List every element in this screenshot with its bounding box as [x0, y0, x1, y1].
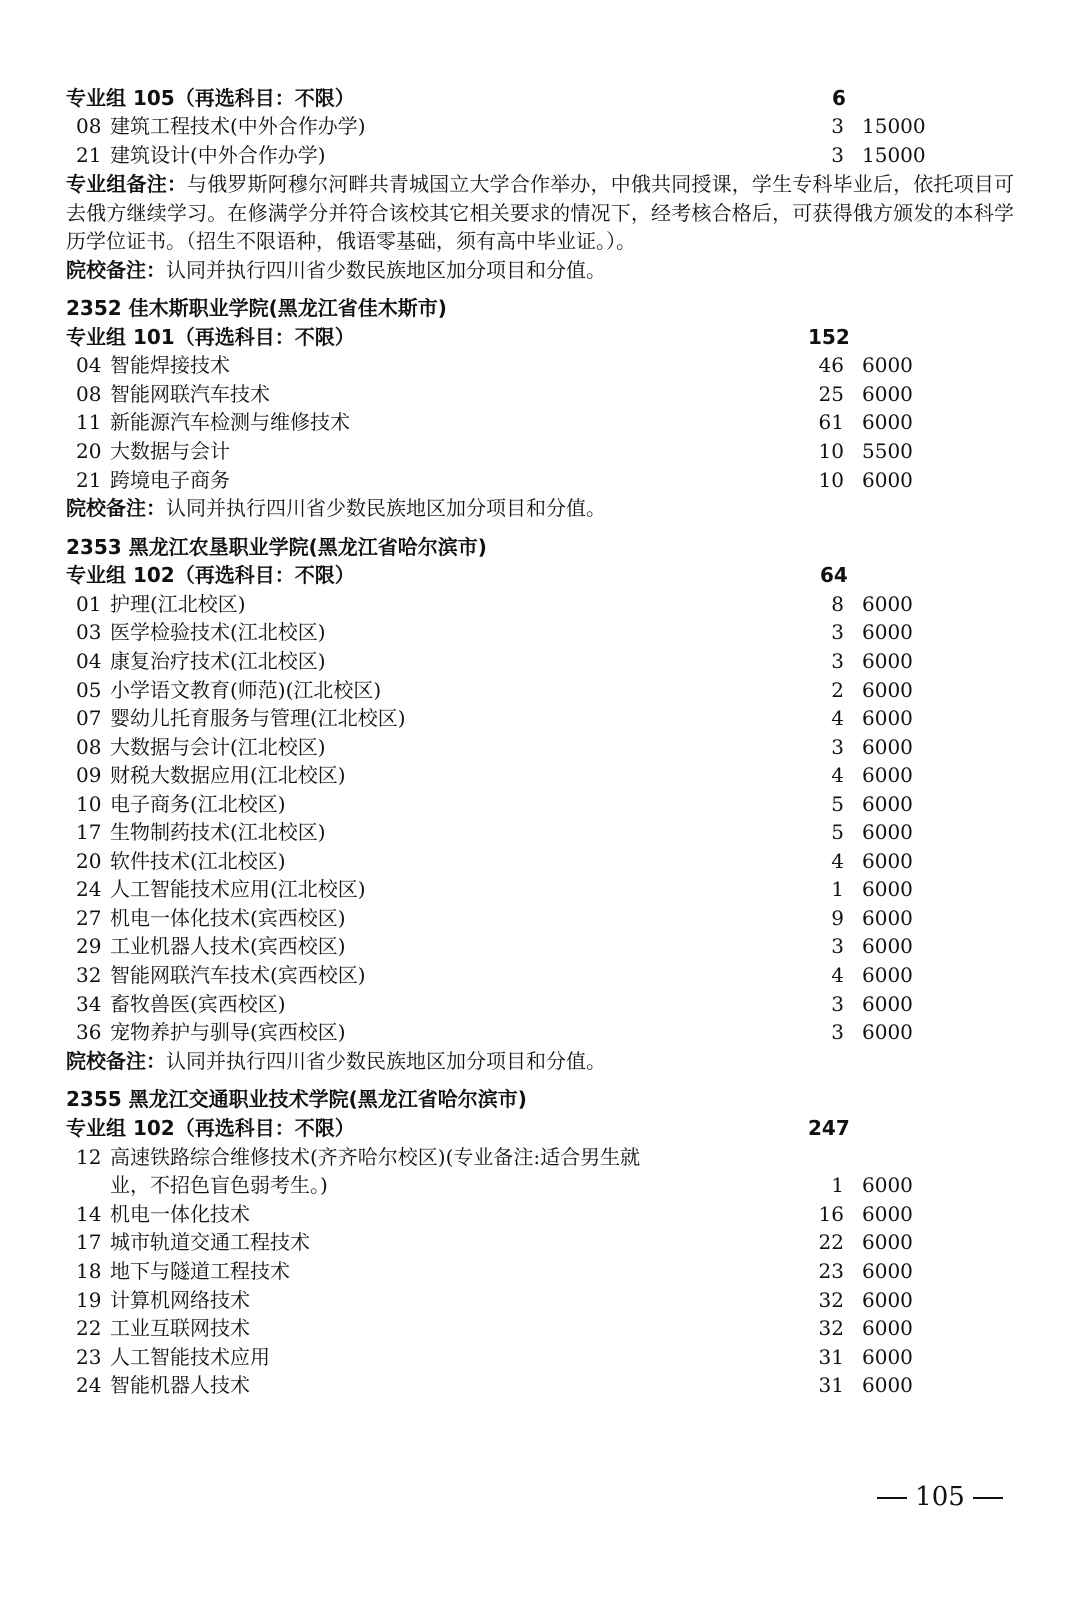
major-name: 人工智能技术应用(江北校区) — [110, 877, 366, 901]
major-count: 46 — [818, 353, 844, 377]
major-row — [0, 1371, 1080, 1400]
major-row — [0, 1257, 1080, 1286]
major-row — [0, 990, 1080, 1019]
major-fee: 6000 — [862, 1288, 913, 1312]
major-count: 31 — [818, 1373, 844, 1397]
major-name: 地下与隧道工程技术 — [110, 1259, 290, 1283]
major-row — [0, 790, 1080, 819]
major-code: 19 — [76, 1288, 102, 1312]
major-fee: 5500 — [862, 439, 913, 463]
major-count: 3 — [831, 649, 844, 673]
major-row — [0, 380, 1080, 409]
major-count: 5 — [831, 820, 844, 844]
major-name-continued: 业，不招色盲色弱考生。) — [110, 1173, 328, 1197]
major-name: 人工智能技术应用 — [110, 1345, 270, 1369]
school-title: 2353 黑龙江农垦职业学院(黑龙江省哈尔滨市) — [66, 535, 487, 559]
school-note-text: 认同并执行四川省少数民族地区加分项目和分值。 — [166, 496, 606, 520]
major-count: 61 — [818, 410, 844, 434]
major-code: 36 — [76, 1020, 102, 1044]
major-count: 10 — [818, 439, 844, 463]
major-code: 34 — [76, 992, 102, 1016]
school-note-text: 认同并执行四川省少数民族地区加分项目和分值。 — [166, 1049, 606, 1073]
group-header — [0, 1114, 1080, 1143]
group-label: 专业组 105（再选科目：不限） — [66, 86, 355, 110]
major-name: 护理(江北校区) — [110, 592, 246, 616]
major-fee: 6000 — [862, 849, 913, 873]
major-count: 4 — [831, 706, 844, 730]
group-label: 专业组 102（再选科目：不限） — [66, 1116, 355, 1140]
major-code: 18 — [76, 1259, 102, 1283]
major-name: 智能机器人技术 — [110, 1373, 250, 1397]
major-name: 机电一体化技术(宾西校区) — [110, 906, 346, 930]
major-fee: 6000 — [862, 1373, 913, 1397]
major-code: 11 — [76, 410, 102, 434]
group-total: 247 — [808, 1116, 850, 1140]
major-fee: 6000 — [862, 649, 913, 673]
major-count: 3 — [831, 934, 844, 958]
major-row — [0, 112, 1080, 141]
major-fee: 15000 — [862, 114, 926, 138]
major-code: 29 — [76, 934, 102, 958]
major-count: 32 — [818, 1288, 844, 1312]
major-fee: 6000 — [862, 1316, 913, 1340]
major-fee: 6000 — [862, 382, 913, 406]
major-code: 21 — [76, 143, 102, 167]
major-name: 婴幼儿托育服务与管理(江北校区) — [110, 706, 406, 730]
major-code: 24 — [76, 1373, 102, 1397]
major-code: 22 — [76, 1316, 102, 1340]
major-count: 9 — [831, 906, 844, 930]
major-name: 软件技术(江北校区) — [110, 849, 286, 873]
major-row — [0, 1200, 1080, 1229]
major-code: 17 — [76, 820, 102, 844]
major-code: 08 — [76, 382, 102, 406]
major-row — [0, 818, 1080, 847]
major-code: 04 — [76, 649, 102, 673]
page-number-text: 105 — [915, 1482, 965, 1512]
major-name: 智能网联汽车技术 — [110, 382, 270, 406]
major-fee: 6000 — [862, 992, 913, 1016]
major-name: 高速铁路综合维修技术(齐齐哈尔校区)(专业备注:适合男生就 — [110, 1145, 641, 1169]
major-row — [0, 733, 1080, 762]
major-count: 22 — [818, 1230, 844, 1254]
major-code: 05 — [76, 678, 102, 702]
major-code: 07 — [76, 706, 102, 730]
major-count: 4 — [831, 849, 844, 873]
major-code: 27 — [76, 906, 102, 930]
school-title: 2355 黑龙江交通职业技术学院(黑龙江省哈尔滨市) — [66, 1087, 527, 1111]
group-note-text: 与俄罗斯阿穆尔河畔共青城国立大学合作举办，中俄共同授课，学生专科毕业后，依托项目可去俄方继续学习。在修满学分并符合该校其它相关要求的情况下，经考核合格后，可获得俄方颁发的本科学历学位证书。（招生不限语种，俄语零基础，须有高中毕业证。）。 — [66, 172, 1015, 253]
major-code: 21 — [76, 468, 102, 492]
major-code: 12 — [76, 1145, 102, 1169]
dash-right — [973, 1497, 1003, 1499]
major-fee: 6000 — [862, 410, 913, 434]
major-row — [0, 141, 1080, 170]
major-row — [0, 704, 1080, 733]
major-row — [0, 1018, 1080, 1047]
group-label: 专业组 101（再选科目：不限） — [66, 325, 355, 349]
major-fee: 6000 — [862, 906, 913, 930]
major-name: 计算机网络技术 — [110, 1288, 250, 1312]
major-fee: 6000 — [862, 820, 913, 844]
major-fee: 6000 — [862, 877, 913, 901]
major-fee: 6000 — [862, 706, 913, 730]
major-code: 10 — [76, 792, 102, 816]
page-number — [860, 1480, 1020, 1514]
major-name: 生物制药技术(江北校区) — [110, 820, 326, 844]
major-fee: 6000 — [862, 678, 913, 702]
major-row — [0, 466, 1080, 495]
major-count: 16 — [818, 1202, 844, 1226]
major-name: 宠物养护与驯导(宾西校区) — [110, 1020, 346, 1044]
school-note-text: 认同并执行四川省少数民族地区加分项目和分值。 — [166, 258, 606, 282]
major-row — [0, 875, 1080, 904]
major-count: 1 — [831, 1173, 844, 1197]
major-fee: 6000 — [862, 1259, 913, 1283]
major-name: 财税大数据应用(江北校区) — [110, 763, 346, 787]
major-name: 医学检验技术(江北校区) — [110, 620, 326, 644]
school-note — [66, 256, 1014, 285]
major-code: 17 — [76, 1230, 102, 1254]
major-name: 智能焊接技术 — [110, 353, 230, 377]
major-fee: 6000 — [862, 792, 913, 816]
major-count: 3 — [831, 114, 844, 138]
major-fee: 6000 — [862, 1345, 913, 1369]
group-note — [66, 170, 1014, 256]
major-row — [0, 1228, 1080, 1257]
group-note-label: 专业组备注： — [66, 172, 188, 196]
group-label: 专业组 102（再选科目：不限） — [66, 563, 355, 587]
major-row-continued — [0, 1171, 1080, 1200]
major-row — [0, 847, 1080, 876]
major-name: 建筑设计(中外合作办学) — [110, 143, 326, 167]
major-name: 大数据与会计(江北校区) — [110, 735, 326, 759]
major-code: 09 — [76, 763, 102, 787]
major-code: 04 — [76, 353, 102, 377]
school-note — [66, 494, 1014, 523]
major-fee: 6000 — [862, 1202, 913, 1226]
major-count: 4 — [831, 763, 844, 787]
group-total: 6 — [832, 86, 846, 110]
major-name: 大数据与会计 — [110, 439, 230, 463]
major-code: 20 — [76, 439, 102, 463]
major-row — [0, 676, 1080, 705]
group-total: 152 — [808, 325, 850, 349]
major-name: 智能网联汽车技术(宾西校区) — [110, 963, 366, 987]
school-note-label: 院校备注： — [66, 258, 166, 282]
major-name: 工业互联网技术 — [110, 1316, 250, 1340]
major-code: 24 — [76, 877, 102, 901]
group-header — [0, 323, 1080, 352]
major-code: 23 — [76, 1345, 102, 1369]
major-fee: 6000 — [862, 1230, 913, 1254]
major-name: 工业机器人技术(宾西校区) — [110, 934, 346, 958]
major-name: 建筑工程技术(中外合作办学) — [110, 114, 366, 138]
major-code: 03 — [76, 620, 102, 644]
major-count: 8 — [831, 592, 844, 616]
major-count: 10 — [818, 468, 844, 492]
major-name: 城市轨道交通工程技术 — [110, 1230, 310, 1254]
school-header — [0, 1085, 1080, 1114]
major-count: 1 — [831, 877, 844, 901]
major-row — [0, 351, 1080, 380]
major-code: 20 — [76, 849, 102, 873]
school-note — [66, 1047, 1014, 1076]
major-code: 08 — [76, 114, 102, 138]
group-header — [0, 561, 1080, 590]
major-code: 01 — [76, 592, 102, 616]
major-fee: 6000 — [862, 592, 913, 616]
major-code: 32 — [76, 963, 102, 987]
major-fee: 6000 — [862, 763, 913, 787]
major-fee: 6000 — [862, 1173, 913, 1197]
school-note-label: 院校备注： — [66, 496, 166, 520]
school-header — [0, 294, 1080, 323]
group-header — [0, 84, 1080, 113]
major-count: 23 — [818, 1259, 844, 1283]
school-title: 2352 佳木斯职业学院(黑龙江省佳木斯市) — [66, 296, 447, 320]
school-header — [0, 533, 1080, 562]
major-name: 电子商务(江北校区) — [110, 792, 286, 816]
major-row — [0, 932, 1080, 961]
major-fee: 15000 — [862, 143, 926, 167]
major-code: 14 — [76, 1202, 102, 1226]
group-total: 64 — [820, 563, 848, 587]
major-name: 跨境电子商务 — [110, 468, 230, 492]
major-count: 3 — [831, 143, 844, 167]
major-count: 3 — [831, 992, 844, 1016]
major-fee: 6000 — [862, 963, 913, 987]
major-count: 3 — [831, 1020, 844, 1044]
major-name: 小学语文教育(师范)(江北校区) — [110, 678, 382, 702]
major-fee: 6000 — [862, 620, 913, 644]
major-row — [0, 904, 1080, 933]
major-row — [0, 590, 1080, 619]
major-fee: 6000 — [862, 1020, 913, 1044]
major-code: 08 — [76, 735, 102, 759]
major-count: 31 — [818, 1345, 844, 1369]
major-name: 新能源汽车检测与维修技术 — [110, 410, 350, 434]
major-count: 3 — [831, 620, 844, 644]
major-row — [0, 1343, 1080, 1372]
major-name: 康复治疗技术(江北校区) — [110, 649, 326, 673]
major-fee: 6000 — [862, 353, 913, 377]
major-name: 机电一体化技术 — [110, 1202, 250, 1226]
major-name: 畜牧兽医(宾西校区) — [110, 992, 286, 1016]
major-fee: 6000 — [862, 468, 913, 492]
major-count: 5 — [831, 792, 844, 816]
major-row — [0, 961, 1080, 990]
major-row — [0, 408, 1080, 437]
major-row — [0, 1143, 1080, 1172]
major-count: 25 — [818, 382, 844, 406]
major-count: 4 — [831, 963, 844, 987]
major-row — [0, 1286, 1080, 1315]
major-row — [0, 1314, 1080, 1343]
major-fee: 6000 — [862, 934, 913, 958]
major-row — [0, 437, 1080, 466]
major-fee: 6000 — [862, 735, 913, 759]
major-row — [0, 618, 1080, 647]
major-row — [0, 647, 1080, 676]
major-count: 3 — [831, 735, 844, 759]
school-note-label: 院校备注： — [66, 1049, 166, 1073]
dash-left — [877, 1497, 907, 1499]
major-count: 2 — [831, 678, 844, 702]
major-count: 32 — [818, 1316, 844, 1340]
major-row — [0, 761, 1080, 790]
